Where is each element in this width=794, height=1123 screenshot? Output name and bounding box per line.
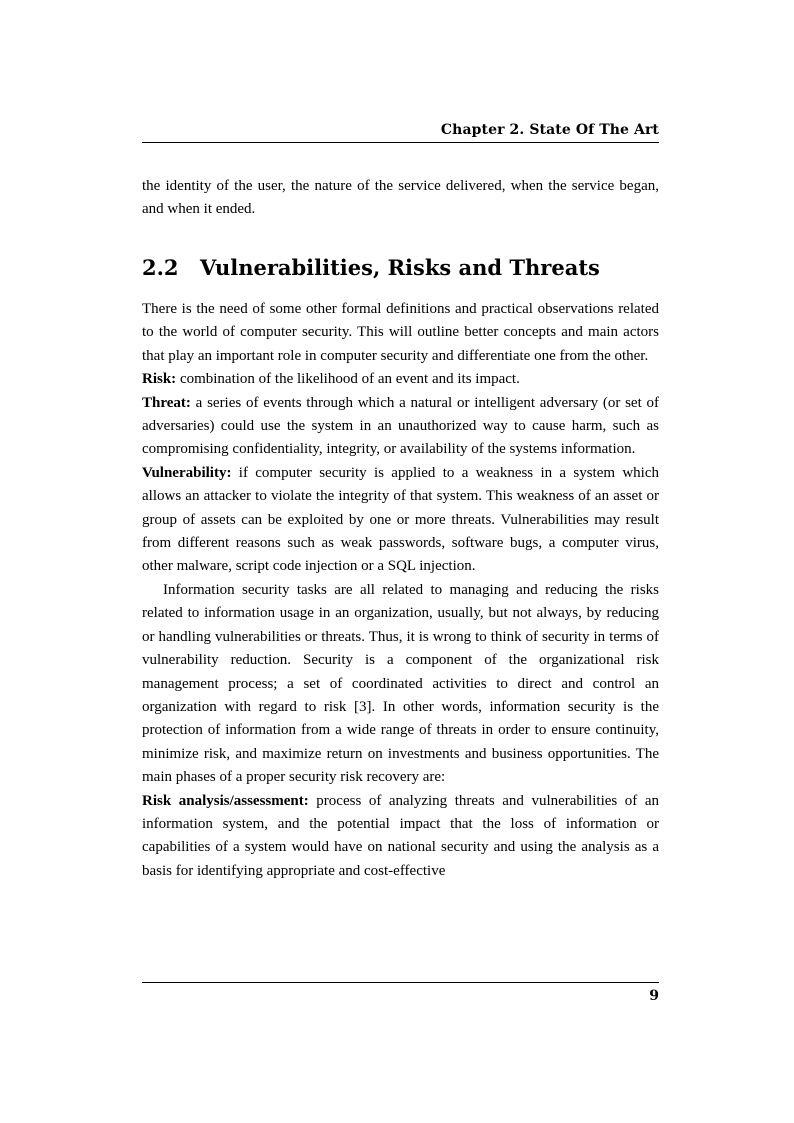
threat-definition: [142, 392, 659, 462]
intro-continuation: [142, 175, 659, 222]
risk-analysis-term: Risk analysis/assessment:: [142, 792, 309, 809]
section-body: [142, 298, 659, 883]
vulnerability-term: Vulnerability:: [142, 464, 232, 481]
running-header: Chapter 2. State Of The Art: [440, 122, 659, 138]
opening-paragraph: There is the need of some other formal definitions and practical observations related to the world of computer security. This will outline better concepts and main actors that play an important role in computer security and differentiate one from the other.: [142, 301, 659, 364]
threat-text: a series of events through which a natural or intelligent adversary (or set of adversaries) could use the system in an unauthorized way to cause harm, such as compromising confidentiality, integrity, or availability of the systems information.: [142, 394, 660, 458]
risk-text: combination of the likelihood of an event and its impact.: [179, 371, 520, 388]
risk-analysis-text: process of analyzing threats and vulnerabilities of an information system, and the potential impact that the loss of information or capabilities of a system would have on national security and using the analysis as a basis for identifying appropriate and cost-effective: [142, 792, 659, 879]
risk-term: Risk:: [142, 371, 177, 388]
section-heading: [142, 254, 659, 282]
section-number: 2.2: [142, 255, 179, 280]
page-number: 9: [649, 988, 659, 1004]
vulnerability-definition: [142, 462, 659, 579]
intro-paragraph: the identity of the user, the nature of the service delivered, when the service began, and when it ended.: [142, 178, 659, 218]
section-title: Vulnerabilities, Risks and Threats: [200, 255, 600, 280]
threat-term: Threat:: [142, 394, 191, 411]
information-security-paragraph: Information security tasks are all related to managing and reducing the risks related to information usage in an organization, usually, but not always, by reducing or handling vulnerabilities or threats. Thus, it is wrong to think of security in terms of vulnerability reduction. Security is a component of the organizational risk management process; a set of coordinated activities to direct and control an organization with regard to risk [3]. In other words, information security is the protection of information from a wide range of threats in order to ensure continuity, minimize risk, and maximize return on investments and business opportunities. The main phases of a proper security risk recovery are:: [142, 581, 659, 786]
risk-definition: [142, 368, 659, 391]
footer-rule: [142, 982, 659, 983]
header-rule: [142, 142, 659, 143]
vulnerability-text: if computer security is applied to a weakness in a system which allows an attacker to violate the integrity of that system. This weakness of an asset or group of assets can be exploited by one or more threats. Vulnerabilities may result from different reasons such as weak passwords, software bugs, a computer virus, other malware, script code injection or a SQL injection.: [142, 464, 660, 575]
risk-analysis-definition: [142, 790, 659, 884]
